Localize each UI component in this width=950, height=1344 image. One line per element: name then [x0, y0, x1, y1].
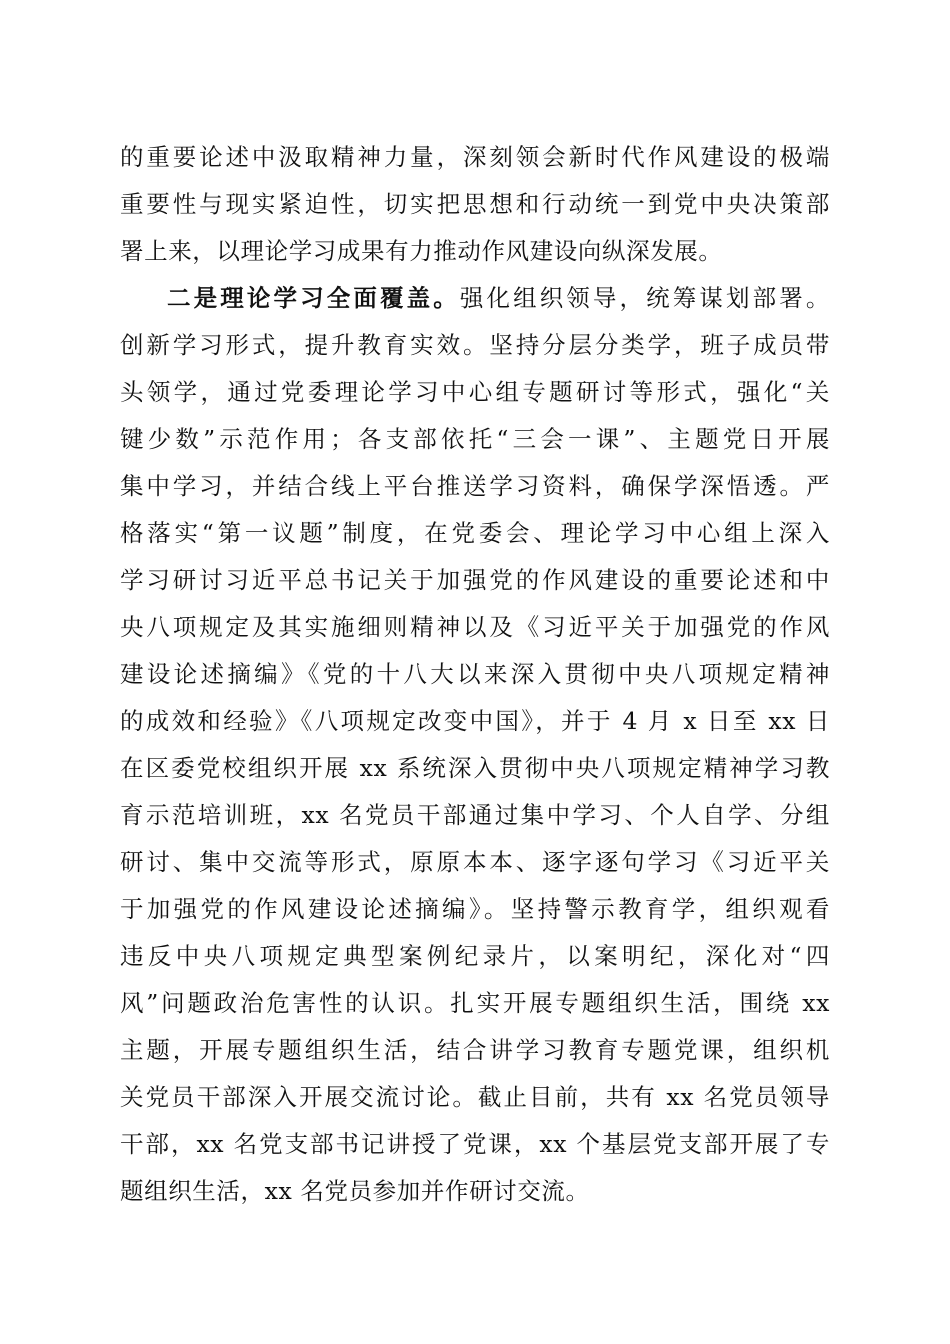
document-body	[120, 134, 830, 1215]
paragraph-line: 的成效和经验》《八项规定改变中国》，并于 4 月 x 日至 xx 日	[120, 707, 830, 735]
paragraph-line: 央八项规定及其实施细则精神以及《习近平关于加强党的作风	[120, 613, 830, 641]
paragraph-line: 学习研讨习近平总书记关于加强党的作风建设的重要论述和中	[120, 566, 830, 594]
paragraph-line: 违反中央八项规定典型案例纪录片，以案明纪，深化对“四	[120, 942, 830, 970]
paragraph-line: 关党员干部深入开展交流讨论。截止目前，共有 xx 名党员领导	[120, 1083, 830, 1111]
paragraph-line: 署上来，以理论学习成果有力推动作风建设向纵深发展。	[120, 237, 723, 265]
paragraph-line: 的重要论述中汲取精神力量，深刻领会新时代作风建设的极端	[120, 143, 830, 171]
paragraph-line: 在区委党校组织开展 xx 系统深入贯彻中央八项规定精神学习教	[120, 754, 830, 782]
paragraph-line: 重要性与现实紧迫性，切实把思想和行动统一到党中央决策部	[120, 190, 830, 218]
paragraph-2	[120, 275, 830, 1215]
paragraph-1	[120, 134, 830, 275]
paragraph-line-text: 强化组织领导，统筹谋划部署。	[459, 284, 830, 312]
paragraph-line: 主题，开展专题组织生活，结合讲学习教育专题党课，组织机	[120, 1036, 830, 1064]
paragraph-line: 育示范培训班，xx 名党员干部通过集中学习、个人自学、分组	[120, 801, 830, 829]
paragraph-line: 格落实“第一议题”制度，在党委会、理论学习中心组上深入	[120, 519, 830, 547]
paragraph-line: 干部，xx 名党支部书记讲授了党课，xx 个基层党支部开展了专	[120, 1130, 830, 1158]
paragraph-line: 于加强党的作风建设论述摘编》。坚持警示教育学，组织观看	[120, 895, 830, 923]
paragraph-line: 建设论述摘编》《党的十八大以来深入贯彻中央八项规定精神	[120, 660, 830, 688]
paragraph-heading: 二是理论学习全面覆盖。	[167, 284, 460, 312]
paragraph-line: 集中学习，并结合线上平台推送学习资料，确保学深悟透。严	[120, 472, 830, 500]
paragraph-line: 研讨、集中交流等形式，原原本本、逐字逐句学习《习近平关	[120, 848, 830, 876]
paragraph-line: 题组织生活，xx 名党员参加并作研讨交流。	[120, 1177, 590, 1205]
paragraph-line: 风”问题政治危害性的认识。扎实开展专题组织生活，围绕 xx	[120, 989, 830, 1017]
paragraph-line: 创新学习形式，提升教育实效。坚持分层分类学，班子成员带	[120, 331, 830, 359]
paragraph-first-line	[120, 275, 830, 322]
paragraph-line: 头领学，通过党委理论学习中心组专题研讨等形式，强化“关	[120, 378, 830, 406]
paragraph-line: 键少数”示范作用；各支部依托“三会一课”、主题党日开展	[120, 425, 830, 453]
